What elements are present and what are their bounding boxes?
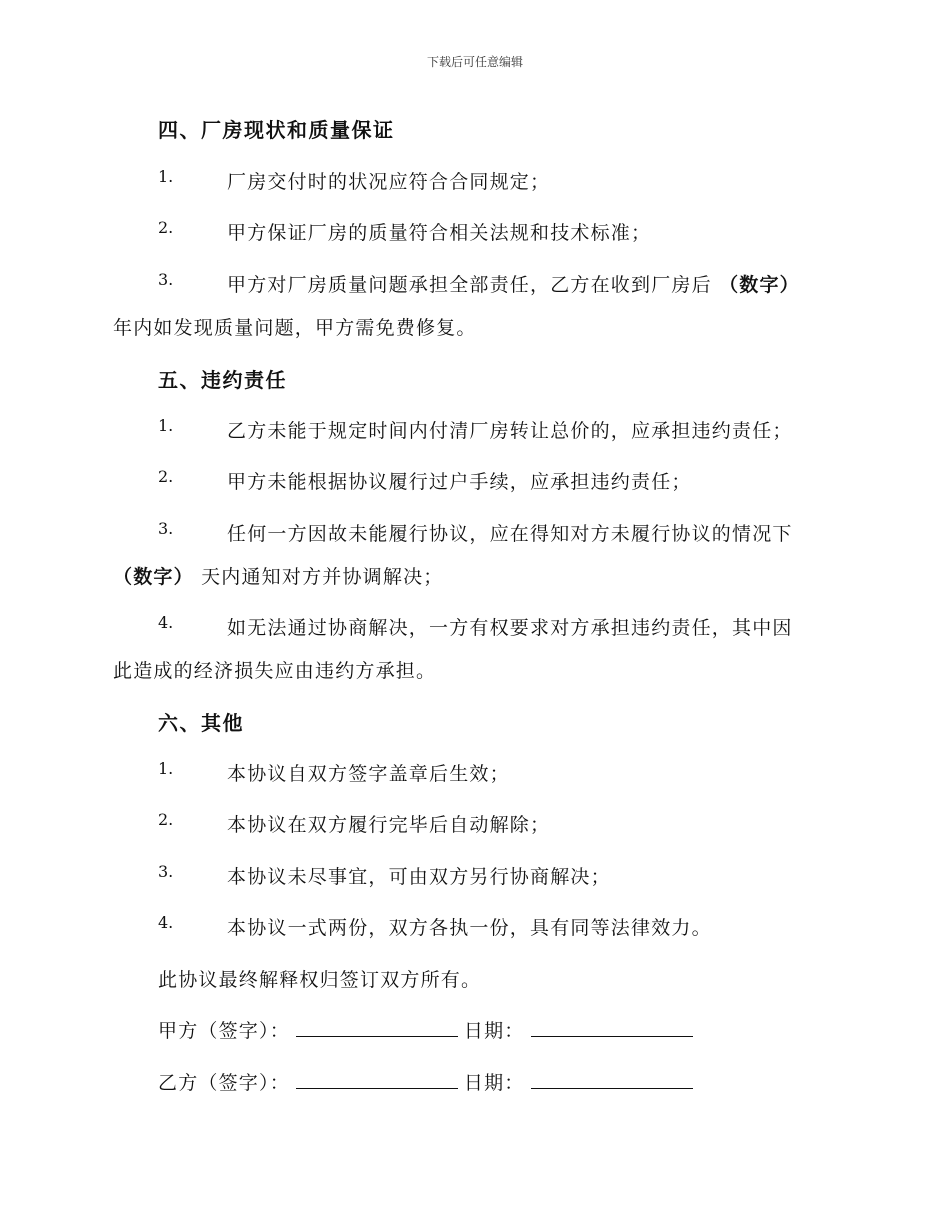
item-number: 4. xyxy=(158,613,174,632)
party-a-date-line xyxy=(531,1018,693,1037)
section-4-heading: 四、厂房现状和质量保证 xyxy=(158,118,395,142)
item-text: 厂房交付时的状况应符合合同规定； xyxy=(227,171,551,193)
item-number: 1. xyxy=(158,167,174,186)
item-number: 4. xyxy=(158,913,174,932)
item-number: 2. xyxy=(158,810,174,829)
date-label: 日期： xyxy=(463,1072,525,1094)
item-text: 本协议一式两份，双方各执一份，具有同等法律效力。 xyxy=(227,917,712,939)
item-text: 甲方保证厂房的质量符合相关法规和技术标准； xyxy=(227,222,652,244)
party-b-date-line xyxy=(531,1070,693,1089)
party-b-label: 乙方（签字）： xyxy=(158,1072,290,1094)
item-number: 3. xyxy=(158,519,174,538)
item-text-continued xyxy=(113,562,833,589)
final-statement: 此协议最终解释权归签订双方所有。 xyxy=(158,969,482,991)
item-number: 3. xyxy=(158,862,174,881)
item-text: 本协议在双方履行完毕后自动解除； xyxy=(227,814,551,836)
party-a-label: 甲方（签字）： xyxy=(158,1020,290,1042)
item-text: 如无法通过协商解决，一方有权要求对方承担违约责任，其中因 xyxy=(227,617,793,639)
item-text: 任何一方因故未能履行协议，应在得知对方未履行协议的情况下 xyxy=(227,523,793,545)
item-text: 乙方未能于规定时间内付清厂房转让总价的，应承担违约责任； xyxy=(227,420,793,442)
item-text: 本协议未尽事宜，可由双方另行协商解决； xyxy=(227,866,611,888)
item-text: 天内通知对方并协调解决； xyxy=(201,566,444,588)
number-placeholder: （数字） xyxy=(719,274,800,296)
item-text-continued: 年内如发现质量问题，甲方需免费修复。 xyxy=(113,317,477,339)
signature-row-party-b xyxy=(158,1068,878,1095)
party-a-signature-line xyxy=(296,1018,458,1037)
item-number: 3. xyxy=(158,270,174,289)
item-number: 2. xyxy=(158,467,174,486)
item-text-continued: 此造成的经济损失应由违约方承担。 xyxy=(113,660,437,682)
section-6-heading: 六、其他 xyxy=(158,711,244,735)
item-number: 1. xyxy=(158,759,174,778)
date-label: 日期： xyxy=(463,1020,525,1042)
item-text: 甲方未能根据协议履行过户手续，应承担违约责任； xyxy=(227,471,692,493)
number-placeholder: （数字） xyxy=(113,566,194,588)
item-text: 本协议自双方签字盖章后生效； xyxy=(227,763,510,785)
section-5-heading: 五、违约责任 xyxy=(158,368,287,392)
signature-row-party-a xyxy=(158,1016,878,1043)
item-number: 2. xyxy=(158,218,174,237)
item-number: 1. xyxy=(158,416,174,435)
party-b-signature-line xyxy=(296,1070,458,1089)
item-text: 甲方对厂房质量问题承担全部责任，乙方在收到厂房后 xyxy=(227,274,712,296)
item-text-wrap xyxy=(227,270,800,297)
page-header: 下载后可任意编辑 xyxy=(426,55,523,69)
